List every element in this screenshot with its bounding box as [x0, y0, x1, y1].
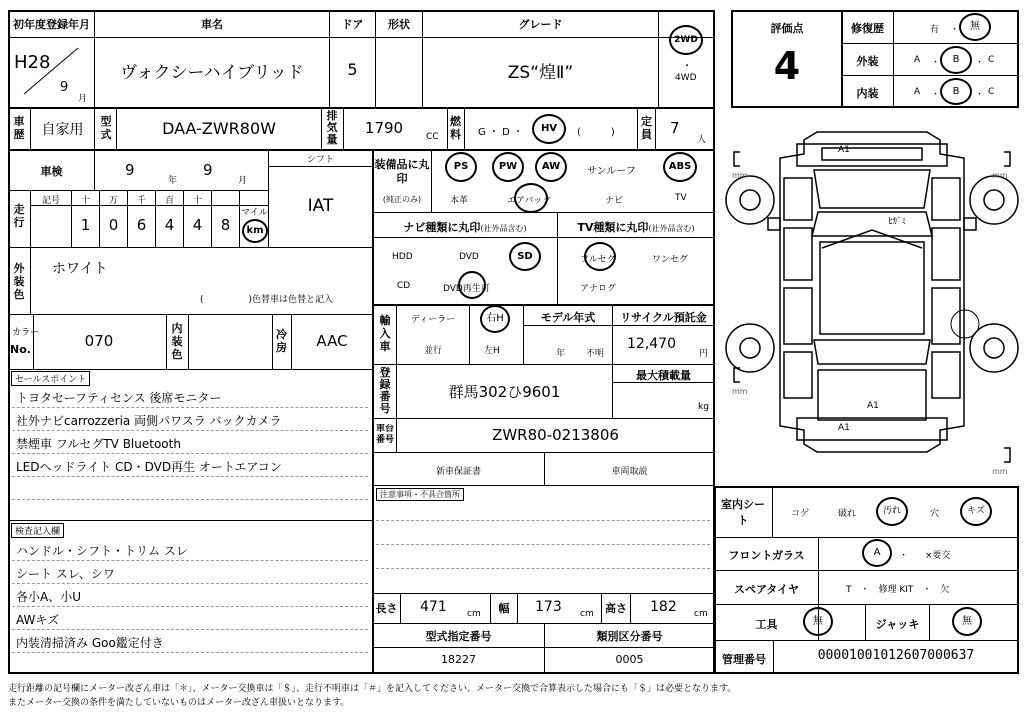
mm-rear-right: mm: [992, 467, 1008, 476]
digit-label-3: 百: [164, 196, 174, 206]
inspection-year: 9: [125, 161, 135, 179]
car-name: ヴォクシーハイブリッド: [120, 63, 304, 83]
mgmt-no-label: 管理番号: [722, 653, 766, 666]
windshield-dot: ・: [899, 551, 909, 561]
drive-dot: ・: [682, 61, 692, 72]
nav-hdd: HDD: [392, 252, 413, 262]
fuel-blank: ( ): [577, 127, 615, 138]
seat-hole: 穴: [930, 509, 940, 519]
capacity-label: 定員: [641, 115, 652, 141]
int-grade-dot1: ・: [931, 90, 941, 100]
equip-tv: TV: [675, 193, 687, 203]
model-label: 型式: [100, 115, 112, 141]
equip-leather: 本革: [450, 196, 469, 206]
mileage-digit-3: 4: [164, 216, 175, 234]
exterior-grade-label: 外装: [856, 55, 879, 68]
mileage-symbol-label: 記号: [41, 196, 60, 206]
shift-value: IAT: [307, 196, 334, 216]
recycle-yen: 円: [699, 349, 709, 359]
length-label: 長さ: [375, 602, 398, 615]
exterior-color-note: ( )色替車は色替と記入: [200, 295, 334, 305]
inspection-label: 車検: [40, 165, 63, 178]
inspector-note-line-4: AWキズ: [16, 613, 60, 627]
equip-ps-circle: PS: [445, 152, 477, 182]
int-grade-dot2: ・: [975, 90, 985, 100]
nav-type-label-text: ナビ種類に丸印: [403, 221, 481, 234]
mile-label: マイル: [241, 208, 268, 218]
score-value: 4: [773, 44, 801, 88]
repair-no-circle: 無: [959, 13, 991, 41]
doors-label: ドア: [341, 18, 364, 31]
doors-value: 5: [347, 60, 358, 79]
inspector-note-line-5: 内装清掃済み Goo鑑定付き: [16, 636, 164, 650]
sales-point-line-3: 禁煙車 フルセグTV Bluetooth: [16, 437, 181, 451]
exterior-color-value: ホワイト: [52, 261, 108, 277]
sales-points-label: セールスポイント: [11, 371, 90, 386]
interior-grade-label: 内装: [856, 87, 879, 100]
equip-navi: ナビ: [605, 196, 624, 206]
digit-label-1: 万: [108, 196, 118, 206]
nav-type-sub: (社外品含む): [480, 224, 527, 233]
owner-manual: 車両取説: [611, 467, 648, 477]
class-no-label: 類別区分番号: [596, 630, 663, 643]
model-year-unknown: 不明: [586, 349, 605, 359]
inspector-note-line-3: 各小A、小U: [16, 590, 81, 604]
digit-label-4: 十: [192, 196, 202, 206]
first-reg-month-unit: 月: [78, 94, 88, 104]
ext-grade-b-circle: B: [940, 46, 972, 74]
equipment-label: 装備品に丸印: [374, 158, 430, 185]
grade-value: ZS“煌Ⅱ”: [507, 63, 574, 83]
sales-point-line-4: LEDヘッドライト CD・DVD再生 オートエアコン: [16, 460, 282, 474]
mileage-digit-1: 0: [108, 216, 119, 234]
inspector-notes-label: 検査記入欄: [11, 523, 64, 538]
import-dealer: ディーラー: [410, 315, 456, 325]
ext-grade-c: C: [988, 55, 995, 65]
spare-tire-options: T ・ 修理 KIT ・ 欠: [846, 585, 950, 595]
history-value: 自家用: [41, 122, 84, 138]
mm-rear-left: mm: [732, 387, 748, 396]
fuel-label: 燃料: [450, 115, 461, 141]
spare-tire-label: スペアタイヤ: [733, 583, 799, 596]
first-reg-era: H28: [14, 52, 51, 73]
windshield-label: フロントガラス: [728, 549, 805, 562]
repair-label: 修復歴: [851, 22, 884, 35]
nav-dvd: DVD: [459, 252, 479, 262]
windshield-a-circle: A: [862, 539, 892, 567]
nav-type-label: [373, 219, 557, 235]
score-label: 評価点: [770, 22, 804, 35]
tv-fullseg: フルセグ: [580, 255, 616, 265]
inspection-month: 9: [203, 161, 213, 179]
car-name-label: 車名: [201, 18, 223, 31]
tv-type-sub: (社外品含む): [648, 224, 695, 233]
capacity-unit: 人: [697, 135, 707, 145]
model-year-unit: 年: [556, 349, 566, 359]
tv-type-label: [558, 219, 714, 235]
int-grade-b-circle: B: [940, 78, 972, 105]
model-value: DAA-ZWR80W: [162, 119, 276, 138]
first-reg-label: 初年度登録年月: [13, 18, 90, 31]
height-unit: cm: [694, 609, 708, 619]
sales-point-line-2: 社外ナビcarrozzeria 両側パワスラ バックカメラ: [16, 414, 282, 428]
capacity-value: 7: [670, 119, 680, 137]
tools-none-circle: 無: [803, 607, 833, 636]
inspector-note-line-1: ハンドル・シフト・トリム スレ: [16, 544, 188, 558]
cooler-value: AAC: [316, 332, 348, 350]
seat-tear: 破れ: [838, 509, 857, 519]
equip-abs-circle: ABS: [663, 152, 697, 182]
seat-stain-circle: 汚れ: [876, 497, 908, 526]
footer-note-1: 走行距離の記号欄にメーター改ざん車は「＊」、メーター交換車は「＄」、走行不明車は「＃」を記入してください。メーター交換で合算表示した場合にも「＄」は必要となります。: [8, 684, 737, 694]
ext-grade-dot2: ・: [975, 58, 985, 68]
equip-aw-circle: AW: [535, 152, 567, 182]
mileage-digit-5: 8: [220, 216, 231, 234]
mark-rear-bumper: A1: [838, 423, 850, 433]
mileage-digit-0: 1: [80, 216, 91, 234]
color-no-label-top: カラー: [12, 328, 40, 338]
notes-label: 注意事項・不具合箇所: [376, 488, 464, 501]
repair-yes: 有: [930, 25, 940, 35]
equipment-sub: (純正のみ): [382, 195, 422, 204]
import-parallel: 並行: [423, 346, 442, 356]
repair-dot: ・: [950, 25, 960, 35]
equip-pw-circle: PW: [492, 152, 524, 182]
footer-note-2: またメーター交換の条件を満たしていないものはメーター改ざん車扱いとなります。: [8, 698, 350, 708]
seat-scratch-circle: キズ: [960, 497, 992, 526]
tv-analog: アナログ: [580, 284, 617, 294]
fuel-hv-circle: HV: [532, 114, 566, 144]
chassis-label: 車台番号: [375, 424, 394, 445]
inspector-note-line-2: シート スレ、シワ: [16, 567, 115, 581]
max-load-label: 最大積載量: [636, 369, 691, 382]
recycle-value: 12,470: [627, 336, 676, 352]
color-no-label-bottom: No.: [10, 343, 31, 356]
first-reg-month: 9: [60, 80, 69, 95]
recycle-label: リサイクル預託金: [620, 311, 707, 324]
exterior-color-label: 外装色: [13, 262, 25, 301]
color-no-value: 070: [84, 332, 114, 350]
type-no-value: 18227: [441, 653, 476, 666]
seat-condition-label: 室内シート: [721, 498, 765, 527]
mm-front-left: mm: [732, 171, 748, 180]
int-grade-a: A: [914, 87, 921, 97]
sales-point-line-1: トヨタセーフティセンス 後席モニター: [16, 391, 222, 405]
height-label: 高さ: [605, 602, 627, 615]
mark-front-bumper: A1: [838, 145, 850, 155]
import-right-circle: 右H: [480, 305, 510, 333]
import-label: 輸入車: [379, 314, 391, 353]
nav-cd: CD: [397, 281, 411, 291]
digit-label-2: 千: [136, 196, 146, 206]
km-circle: km: [242, 219, 268, 243]
ext-grade-a: A: [914, 55, 921, 65]
mgmt-no-value: 00001001012607000637: [817, 648, 975, 663]
jack-none-circle: 無: [952, 607, 982, 636]
nav-sd-circle: SD: [509, 242, 541, 271]
length-unit: cm: [467, 609, 481, 619]
tv-oneseg: ワンセグ: [652, 255, 689, 265]
mm-front-right: mm: [992, 171, 1008, 180]
drive-2wd-circle: 2WD: [669, 25, 703, 55]
mark-windshield: ﾋｶﾞﾐ: [888, 217, 907, 227]
fuel-options: G ・ D ・: [478, 127, 523, 138]
length-value: 471: [420, 599, 447, 615]
displacement-unit: CC: [426, 132, 439, 142]
import-left: 左H: [484, 346, 500, 356]
history-label: 車歴: [13, 115, 25, 141]
digit-label-0: 十: [80, 196, 90, 206]
registration-label: 登録番号: [379, 367, 391, 415]
inspection-year-unit: 年: [168, 176, 178, 186]
equip-airbag: エアバック: [507, 196, 552, 206]
ext-grade-dot1: ・: [931, 58, 941, 68]
mileage-digit-4: 4: [192, 216, 203, 234]
mileage-label: 走行: [13, 203, 25, 229]
tools-label: 工具: [755, 618, 778, 631]
width-label: 幅: [498, 602, 510, 615]
height-value: 182: [650, 599, 677, 615]
jack-label: ジャッキ: [875, 618, 920, 631]
equip-sunroof: サンルーフ: [587, 166, 636, 177]
drive-4wd: 4WD: [675, 73, 697, 83]
first-reg-slash: [20, 46, 80, 98]
mileage-digit-2: 6: [136, 216, 147, 234]
chassis-value: ZWR80-0213806: [492, 426, 619, 444]
width-value: 173: [535, 599, 562, 615]
tv-type-label-text: TV種類に丸印: [577, 221, 649, 234]
displacement-label: 排気量: [326, 110, 338, 146]
nav-dvd-play: DVD再生可: [443, 284, 490, 294]
inspection-month-unit: 月: [238, 176, 248, 186]
seat-burn: コゲ: [791, 509, 810, 519]
type-no-label: 型式指定番号: [425, 630, 492, 643]
shape-label: 形状: [388, 18, 410, 31]
width-unit: cm: [580, 609, 594, 619]
cooler-label: 冷房: [276, 328, 287, 354]
shift-label: シフト: [306, 155, 334, 165]
windshield-replace: ×要交: [925, 551, 951, 561]
model-year-label: モデル年式: [540, 311, 596, 324]
registration-plate: 群馬302ひ9601: [448, 383, 561, 401]
grade-label: グレード: [518, 18, 563, 31]
interior-color-label: 内装色: [171, 322, 183, 361]
mark-rear-gate: A1: [867, 401, 879, 411]
max-load-unit: kg: [698, 402, 709, 412]
class-no-value: 0005: [615, 653, 644, 666]
new-car-warranty: 新車保証書: [435, 467, 481, 477]
int-grade-c: C: [988, 87, 995, 97]
displacement-value: 1790: [364, 119, 404, 137]
car-diagram: [722, 118, 1022, 478]
